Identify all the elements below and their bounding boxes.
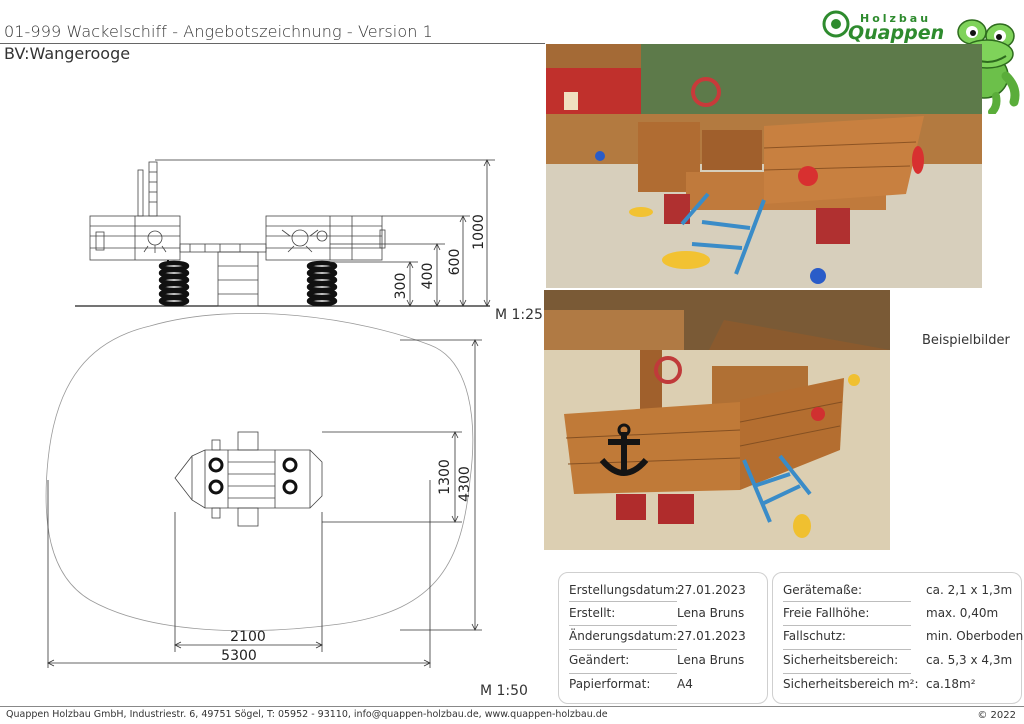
info-value: 27.01.2023 (677, 583, 746, 597)
drawing-svg (0, 60, 545, 706)
example-photo-2 (544, 290, 890, 550)
info-label: Erstellt: (569, 606, 616, 620)
info-value: A4 (677, 677, 693, 691)
technical-drawing (0, 60, 545, 706)
dim-4300: 4300 (457, 466, 473, 502)
spec-label: Sicherheitsbereich: (783, 653, 899, 667)
spec-label: Sicherheitsbereich m²: (783, 677, 919, 691)
project-name: BV:Wangerooge (4, 44, 131, 63)
info-label: Papierformat: (569, 677, 651, 691)
dim-300: 300 (393, 272, 409, 300)
footer-address: Quappen Holzbau GmbH, Industriestr. 6, 49751 Sögel, T: 05952 - 93110, info@quappen-holzbau.de, www.quappen-holzbau.de (6, 709, 608, 720)
info-label: Geändert: (569, 653, 630, 667)
dim-600: 600 (447, 248, 463, 276)
logo-word-top: Holzbau (860, 12, 932, 25)
info-label: Änderungsdatum: (569, 629, 677, 643)
info-value: Lena Bruns (677, 653, 745, 667)
example-photo-1 (546, 44, 982, 288)
logo-word-main: Quappen (848, 22, 945, 44)
dim-2100: 2100 (230, 629, 266, 645)
dim-400: 400 (420, 262, 436, 290)
scale-top-view: M 1:50 (480, 683, 528, 699)
dim-1000: 1000 (471, 214, 487, 250)
page-title: 01-999 Wackelschiff - Angebotszeichnung - Version 1 (4, 22, 433, 41)
safety-area-outline (46, 313, 473, 630)
spring-right (309, 263, 335, 304)
footer-copyright: © 2022 (977, 710, 1016, 721)
top-view-springs (210, 459, 296, 493)
spec-value: ca.18m² (926, 677, 976, 691)
dim-1300: 1300 (437, 459, 453, 495)
info-value: Lena Bruns (677, 606, 745, 620)
scale-side-view: M 1:25 (495, 307, 543, 323)
spec-label: Fallschutz: (783, 629, 846, 643)
top-dimensions (48, 340, 482, 668)
info-value: 27.01.2023 (677, 629, 746, 643)
dim-5300: 5300 (221, 648, 257, 664)
info-box-specs (772, 572, 1022, 704)
spec-value: max. 0,40m (926, 606, 999, 620)
spring-left (161, 260, 187, 304)
spec-value: ca. 5,3 x 4,3m (926, 653, 1013, 667)
spec-label: Gerätemaße: (783, 583, 863, 597)
spec-value: ca. 2,1 x 1,3m (926, 583, 1013, 597)
spec-label: Freie Fallhöhe: (783, 606, 870, 620)
top-view-boat (175, 432, 322, 526)
info-box-dates (558, 572, 768, 704)
spec-value: min. Oberboden (926, 629, 1024, 643)
footer-divider (0, 706, 1024, 707)
info-label: Erstellungsdatum: (569, 583, 679, 597)
photo-caption: Beispielbilder (922, 333, 1010, 348)
